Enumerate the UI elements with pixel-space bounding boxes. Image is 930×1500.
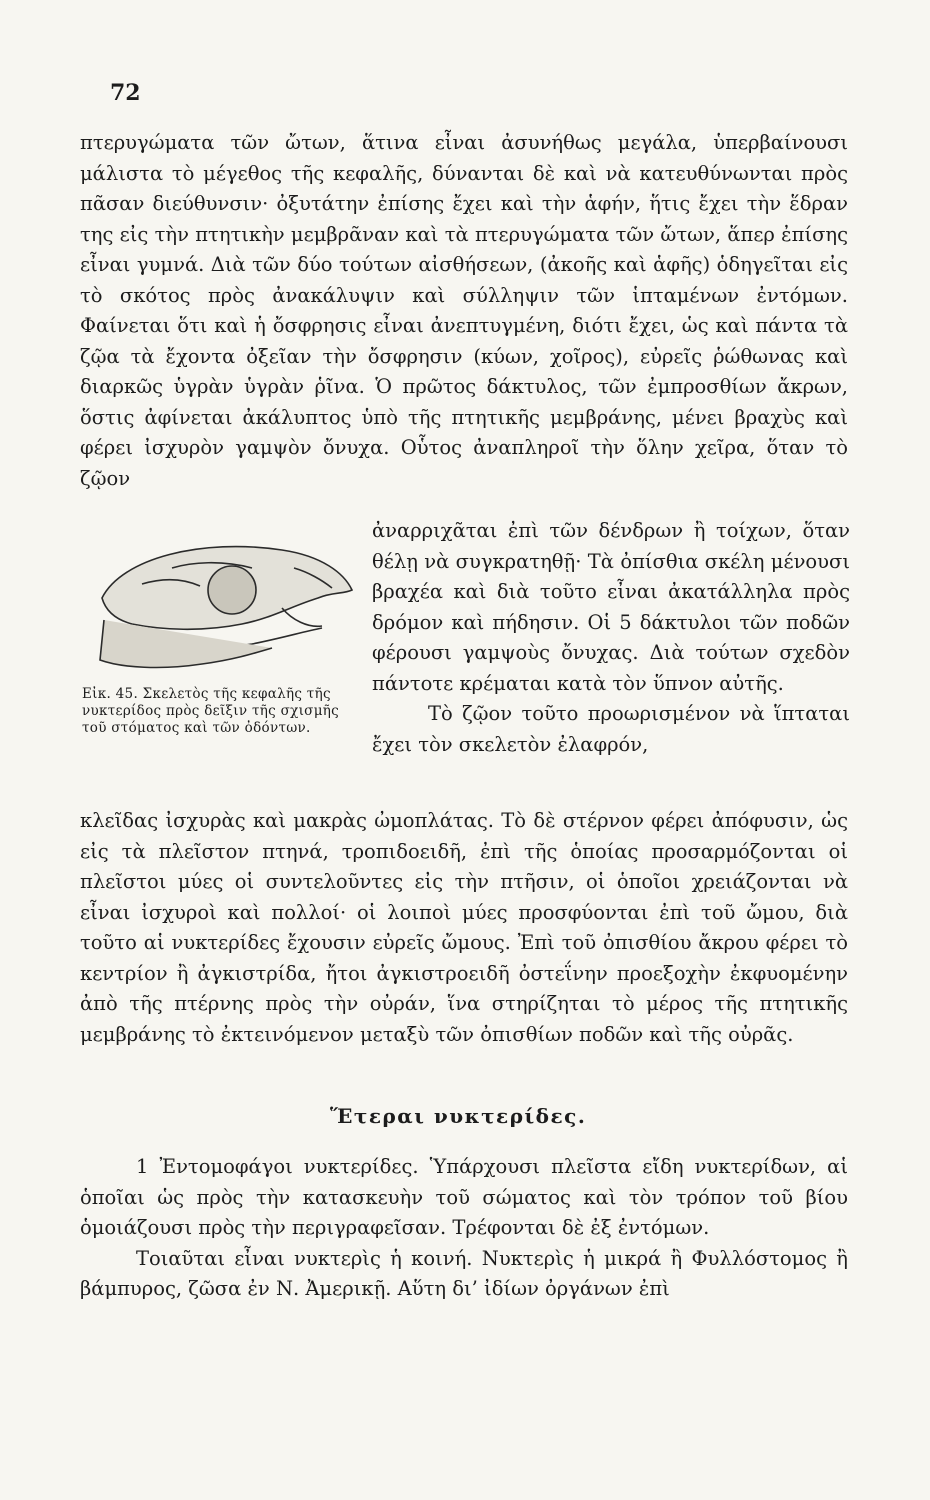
page-number: 72 bbox=[110, 80, 141, 106]
paragraph-text: Τοιαῦται εἶναι νυκτερὶς ἡ κοινή. Νυκτερὶς ἡ μικρά ἢ Φυλλόστομος ἢ βάμπυρος, ζῶσα ἐν Ν. Ἀμερικῇ. Αὕτη δι’ ἰδίων ὀργάνων ἐπὶ bbox=[80, 1246, 848, 1300]
figure-caption: Εἰκ. 45. Σκελετὸς τῆς κεφαλῆς τῆς νυκτερίδος πρὸς δεῖξιν τῆς σχισμῆς τοῦ στόματος καὶ τῶν ὀδόντων. bbox=[82, 686, 340, 736]
paragraph-text: πτερυγώματα τῶν ὤτων, ἅτινα εἶναι ἀσυνήθως μεγάλα, ὑπερβαίνουσι μάλιστα τὸ μέγεθος τῆς κεφαλῆς, δύνανται δὲ καὶ νὰ κατευθύνωνται πρὸς πᾶσαν διεύθυνσιν· ὀξυτάτην ἐπίσης ἔχει καὶ τὴν ἁφήν, ἥτις ἔχει τὴν ἕδραν της εἰς τὴν πτητικὴν μεμβρᾶναν καὶ τὰ πτερυγώματα τῶν ὤτων, ἅπερ ἐπίσης εἶναι γυμνά. Διὰ τῶν δύο τούτων αἰσθήσεων, (ἀκοῆς καὶ ἁφῆς) ὁδηγεῖται εἰς τὸ σκότος πρὸς ἀνακάλυψιν καὶ σύλληψιν τῶν ἱπταμένων ἐντόμων. Φαίνεται ὅτι καὶ ἡ ὄσφρησις εἶναι ἀνεπτυγμένη, διότι ἔχει, ὡς καὶ πάντα τὰ ζῷα τὰ ἔχοντα ὀξεῖαν τὴν ὄσφρησιν (κύων, χοῖρος), εὐρεῖς ῥώθωνας καὶ διαρκῶς ὑγρὰν ὑγρὰν ῥῖνα. Ὁ πρῶτος δάκτυλος, τῶν ἐμπροσθίων ἄκρων, ὅστις ἀφίνεται ἀκάλυπτος ὑπὸ τῆς πτητικῆς μεμβράνης, μένει βραχὺς καὶ φέρει ἰσχυρὸν γαμψὸν ὄνυχα. Οὗτος ἀναπληροῖ τὴν ὅλην χεῖρα, ὅταν τὸ ζῷον bbox=[80, 131, 848, 490]
paragraph-species bbox=[80, 1152, 848, 1305]
paragraph-bottom bbox=[80, 806, 848, 1050]
paragraph-top bbox=[80, 128, 848, 494]
paragraph-text: Τὸ ζῷον τοῦτο προωρισμένον νὰ ἵπταται ἔχει τὸν σκελετὸν ἐλαφρόν, bbox=[372, 702, 850, 756]
bat-skull-illustration bbox=[82, 528, 360, 678]
paragraph-text: κλεῖδας ἰσχυρὰς καὶ μακρὰς ὠμοπλάτας. Τὸ δὲ στέρνον φέρει ἀπόφυσιν, ὡς εἰς τὰ πλεῖστον πτηνά, τροπιδοειδῆ, ἐπὶ τῆς ὁποίας προσαρμόζονται οἱ πλεῖστοι μύες οἱ συντελοῦντες εἰς τὴν πτῆσιν, οἱ ὁποῖοι χρειάζονται νὰ εἶναι ἰσχυροὶ καὶ πολλοί· οἱ λοιποὶ μύες προσφύονται ἐπὶ τοῦ ὤμου, διὰ τοῦτο αἱ νυκτερίδες ἔχουσιν εὐρεῖς ὤμους. Ἐπὶ τοῦ ὀπισθίου ἄκρου φέρει τὸ κεντρίον ἢ ἀγκιστρίδα, ἤτοι ἀγκιστροειδῆ ὀστεΐνην προεξοχὴν ἐκφυομένην ἀπὸ τῆς πτέρνης πρὸς τὴν οὐράν, ἵνα στηρίζηται τὸ μέρος τῆς πτητικῆς μεμβράνης τὸ ἐκτεινόμενον μεταξὺ τῶν ὀπισθίων ποδῶν καὶ τῆς οὐρᾶς. bbox=[80, 809, 848, 1046]
paragraph-text: ἀναρριχᾶται ἐπὶ τῶν δένδρων ἢ τοίχων, ὅταν θέλῃ νὰ συγκρατηθῇ· Τὰ ὀπίσθια σκέλη μένουσι βραχέα καὶ διὰ τοῦτο εἶναι ἀκατάλληλα πρὸς δρόμον καὶ πήδησιν. Οἱ 5 δάκτυλοι τῶν ποδῶν φέρουσι γαμψοὺς ὄνυχας. Διὰ τούτων σχεδὸν πάντοτε κρέμαται κατὰ τὸν ὕπνον αὐτῆς. bbox=[372, 519, 850, 695]
paragraph-side bbox=[372, 516, 850, 760]
section-heading: Ἕτεραι νυκτερίδες. bbox=[330, 1104, 587, 1128]
figure bbox=[82, 528, 360, 737]
paragraph-text: 1 Ἐντομοφάγοι νυκτερίδες. Ὑπάρχουσι πλεῖστα εἴδη νυκτερίδων, αἱ ὁποῖαι ὡς πρὸς τὴν κατασκευὴν τοῦ σώματος καὶ τὸν τρόπον τοῦ βίου ὁμοιάζουσι πρὸς τὴν περιγραφεῖσαν. Τρέφονται δὲ ἐξ ἐντόμων. bbox=[80, 1155, 848, 1239]
